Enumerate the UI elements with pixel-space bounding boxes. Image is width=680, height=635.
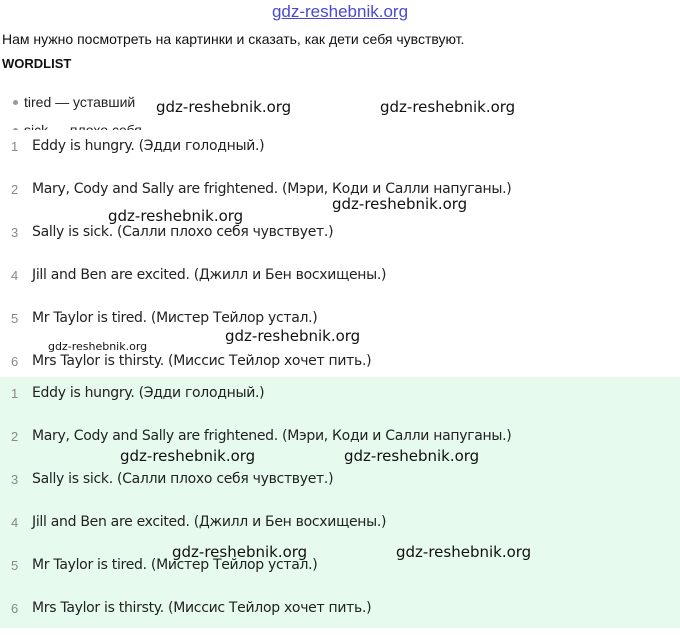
wordlist	[12, 88, 182, 126]
answer-list-highlighted	[0, 377, 680, 628]
answer-text: Jill and Ben are excited. (Джилл и Бен восхищены.)	[32, 514, 387, 530]
watermark: gdz-reshebnik.org	[120, 447, 256, 465]
answer-item	[0, 302, 680, 345]
answer-number: 3	[11, 472, 19, 487]
answer-number: 5	[11, 558, 19, 573]
answer-text: Jill and Ben are excited. (Джилл и Бен восхищены.)	[32, 267, 387, 283]
answer-text: Eddy is hungry. (Эдди голодный.)	[32, 385, 265, 401]
watermark: gdz-reshebnik.org	[332, 195, 468, 213]
answer-item	[0, 592, 680, 635]
answer-text: Sally is sick. (Салли плохо себя чувствует.)	[32, 224, 334, 240]
answer-item	[0, 173, 680, 216]
watermark: gdz-reshebnik.org	[48, 340, 148, 353]
wordlist-heading: WORDLIST	[2, 56, 72, 71]
wordlist-item	[12, 88, 182, 116]
answer-number: 4	[11, 515, 19, 530]
answer-item	[0, 130, 680, 173]
answer-text: Mary, Cody and Sally are frightened. (Мэри, Коди и Салли напуганы.)	[32, 181, 512, 197]
answer-number: 5	[11, 311, 19, 326]
answer-number: 1	[11, 139, 19, 154]
wordlist-item-text: tired — уставший	[24, 94, 136, 110]
answer-text: Mr Taylor is tired. (Мистер Тейлор устал.)	[32, 557, 318, 573]
answer-item	[0, 463, 680, 506]
answer-number: 6	[11, 601, 19, 616]
watermark: gdz-reshebnik.org	[396, 543, 532, 561]
answer-text: Mr Taylor is tired. (Мистер Тейлор устал.)	[32, 310, 318, 326]
answer-item	[0, 216, 680, 259]
answer-item	[0, 259, 680, 302]
answer-item	[0, 377, 680, 420]
intro-text: Нам нужно посмотреть на картинки и сказать, как дети себя чувствуют.	[2, 31, 465, 47]
answer-item	[0, 506, 680, 549]
watermark: gdz-reshebnik.org	[156, 98, 292, 116]
answer-text: Eddy is hungry. (Эдди голодный.)	[32, 138, 265, 154]
answer-number: 2	[11, 182, 19, 197]
answer-number: 6	[11, 354, 19, 369]
answer-text: Mrs Taylor is thirsty. (Миссис Тейлор хочет пить.)	[32, 353, 372, 369]
answer-number: 1	[11, 386, 19, 401]
answer-list	[0, 130, 680, 376]
answer-number: 3	[11, 225, 19, 240]
answer-text: Sally is sick. (Салли плохо себя чувствует.)	[32, 471, 334, 487]
answer-item	[0, 420, 680, 463]
watermark: gdz-reshebnik.org	[225, 327, 361, 345]
watermark: gdz-reshebnik.org	[380, 98, 516, 116]
answer-text: Mrs Taylor is thirsty. (Миссис Тейлор хочет пить.)	[32, 600, 372, 616]
answer-number: 4	[11, 268, 19, 283]
answer-text: Mary, Cody and Sally are frightened. (Мэри, Коди и Салли напуганы.)	[32, 428, 512, 444]
answer-number: 2	[11, 429, 19, 444]
answer-item	[0, 549, 680, 592]
watermark: gdz-reshebnik.org	[344, 447, 480, 465]
bullet-icon	[13, 100, 18, 105]
watermark: gdz-reshebnik.org	[172, 543, 308, 561]
site-header-link[interactable]: gdz-reshebnik.org	[271, 2, 409, 21]
watermark: gdz-reshebnik.org	[108, 207, 244, 225]
